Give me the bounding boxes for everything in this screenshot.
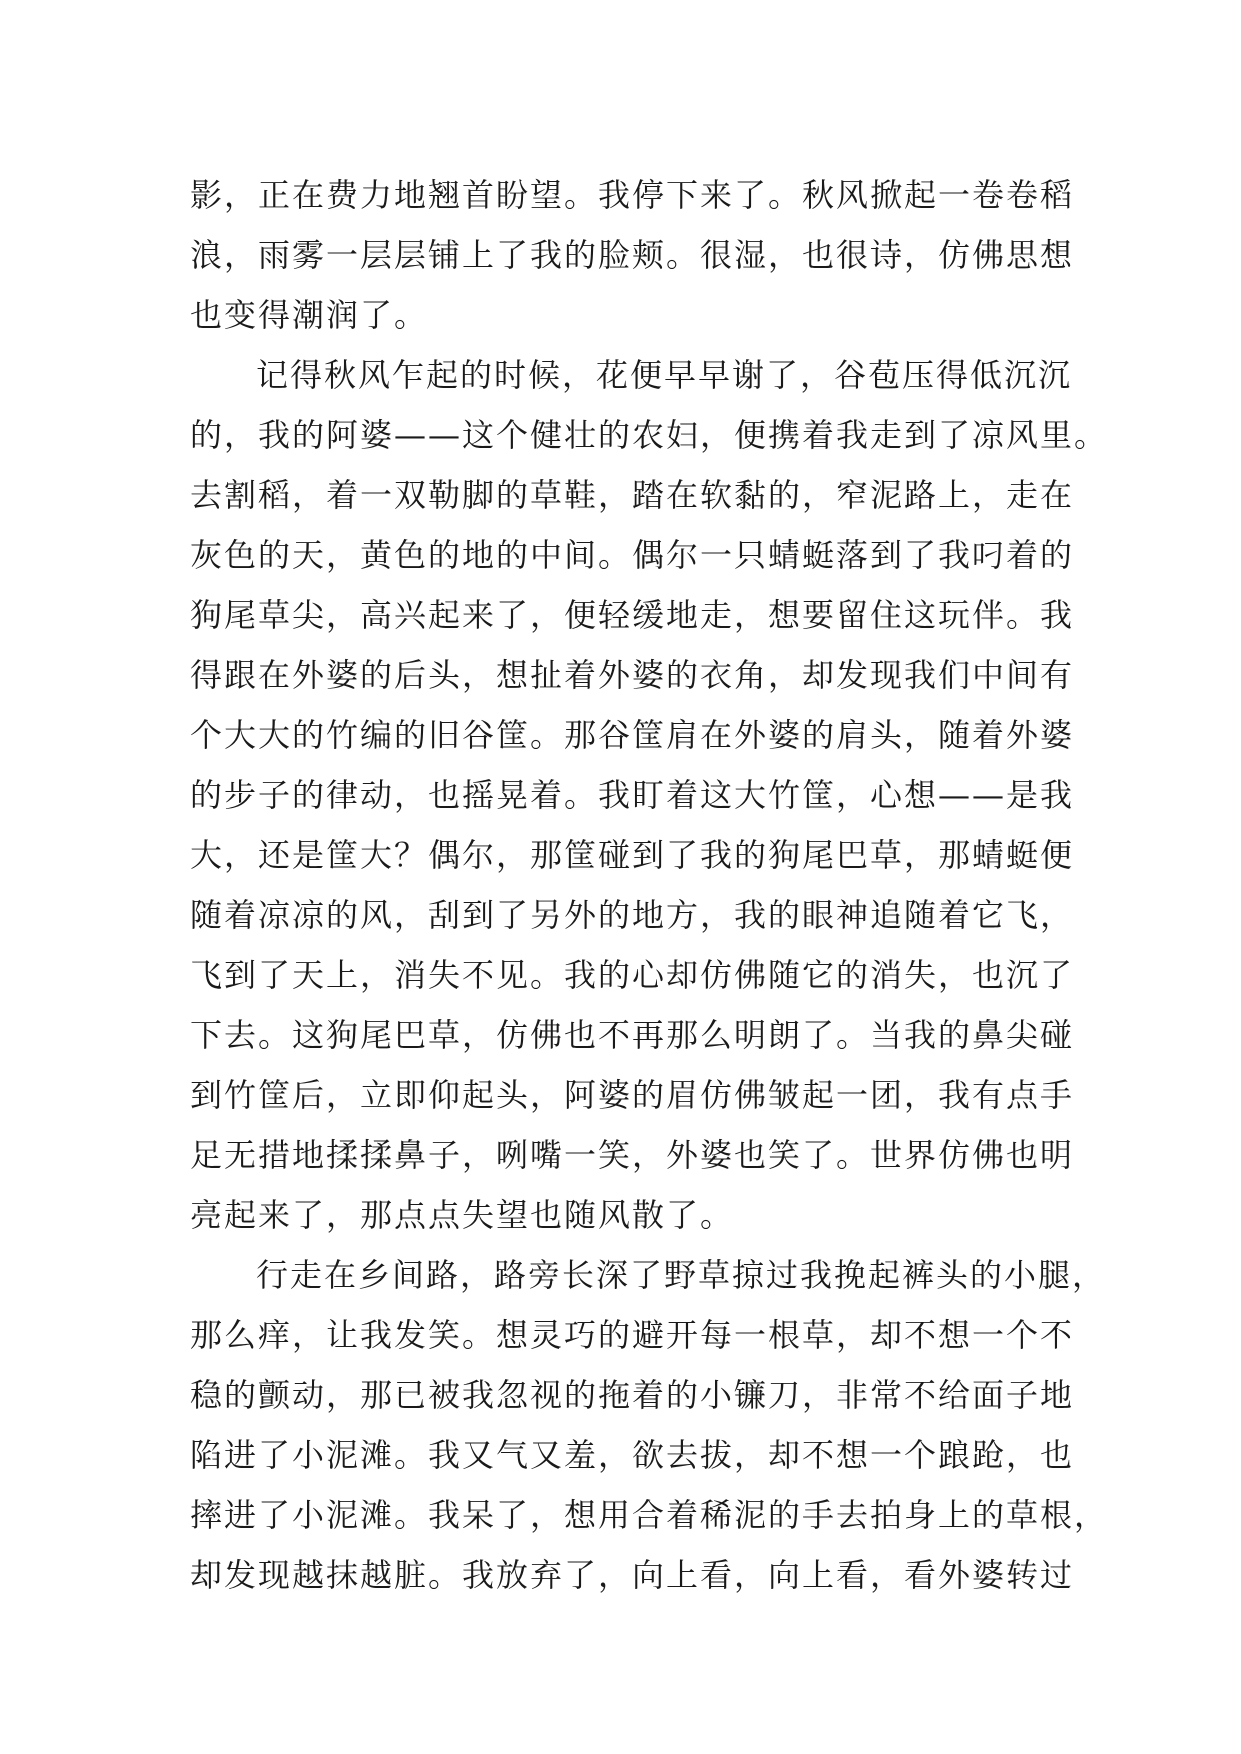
text-line: 的步子的律动，也摇晃着。我盯着这大竹筐，心想——是我 [190,776,1075,814]
text-line: 下去。这狗尾巴草，仿佛也不再那么明朗了。当我的鼻尖碰 [190,1016,1075,1054]
text-line: 却发现越抹越脏。我放弃了，向上看，向上看，看外婆转过 [190,1556,1075,1594]
document-body [190,165,1109,1605]
text-line: 也变得潮润了。 [190,296,429,334]
text-line: 行走在乡间路，路旁长深了野草掠过我挽起裤头的小腿， [256,1256,1107,1294]
text-line: 的，我的阿婆——这个健壮的农妇，便携着我走到了凉风里。 [190,416,1109,454]
text-line: 到竹筐后，立即仰起头，阿婆的眉仿佛皱起一团，我有点手 [190,1076,1075,1114]
text-line: 足无措地揉揉鼻子，咧嘴一笑，外婆也笑了。世界仿佛也明 [190,1136,1075,1174]
text-line: 摔进了小泥滩。我呆了，想用合着稀泥的手去拍身上的草根， [190,1496,1109,1534]
text-line: 得跟在外婆的后头，想扯着外婆的衣角，却发现我们中间有 [190,656,1075,694]
text-line: 灰色的天，黄色的地的中间。偶尔一只蜻蜓落到了我叼着的 [190,536,1075,574]
text-line: 去割稻，着一双勒脚的草鞋，踏在软黏的，窄泥路上，走在 [190,476,1075,514]
text-line: 陷进了小泥滩。我又气又羞，欲去拔，却不想一个踉跄，也 [190,1436,1075,1474]
text-line: 那么痒，让我发笑。想灵巧的避开每一根草，却不想一个不 [190,1316,1075,1354]
text-line: 亮起来了，那点点失望也随风散了。 [190,1196,735,1234]
text-line: 影，正在费力地翘首盼望。我停下来了。秋风掀起一卷卷稻 [190,176,1075,214]
text-line: 浪，雨雾一层层铺上了我的脸颊。很湿，也很诗，仿佛思想 [190,236,1075,274]
text-line: 稳的颤动，那已被我忽视的拖着的小镰刀，非常不给面子地 [190,1376,1075,1414]
paragraph [190,165,1075,345]
text-line: 记得秋风乍起的时候，花便早早谢了，谷苞压得低沉沉 [256,356,1073,394]
paragraph [190,1245,1109,1605]
text-line: 大，还是筐大？偶尔，那筐碰到了我的狗尾巴草，那蜻蜓便 [190,836,1075,874]
text-line: 狗尾草尖，高兴起来了，便轻缓地走，想要留住这玩伴。我 [190,596,1075,634]
text-line: 飞到了天上，消失不见。我的心却仿佛随它的消失，也沉了 [190,956,1075,994]
paragraph [190,345,1109,1245]
text-line: 随着凉凉的风，刮到了另外的地方，我的眼神追随着它飞， [190,896,1075,934]
text-line: 个大大的竹编的旧谷筐。那谷筐肩在外婆的肩头，随着外婆 [190,716,1075,754]
